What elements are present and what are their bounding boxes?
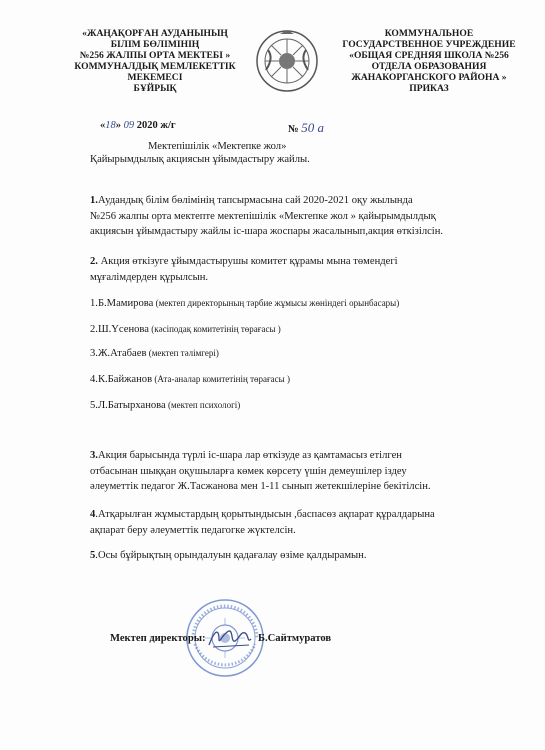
header-russian	[326, 28, 532, 94]
header-russian-line: ЖАНАКОРГАНСКОГО РАЙОНА »	[351, 72, 507, 83]
committee-member-role: (мектеп психологі)	[165, 400, 241, 410]
committee-member-role: (Ата-аналар комитетінің төрағасы )	[152, 374, 290, 384]
date-month: 09	[123, 120, 135, 131]
paragraph-line	[90, 507, 530, 523]
handwritten-signature-icon	[205, 625, 255, 651]
date-quote: »	[115, 120, 121, 131]
committee-member-name: 3.Ж.Атабаев	[90, 348, 147, 359]
committee-member	[90, 323, 510, 336]
header-russian-line: ОТДЕЛА ОБРАЗОВАНИЯ	[371, 61, 487, 72]
paragraph-line	[90, 193, 530, 209]
paragraph-number: 1.	[90, 195, 98, 206]
committee-member-role: (мектеп тәлімгері)	[146, 348, 219, 358]
header-kazakh-line: МЕКЕМЕСІ	[127, 72, 183, 83]
paragraph-line: отбасынан шыққан оқушыларға көмек көрсету үшін демеушілер іздеу	[90, 465, 407, 477]
header-kazakh	[60, 28, 250, 94]
paragraph-3	[90, 448, 530, 495]
order-dateline	[100, 120, 480, 134]
order-date	[100, 120, 176, 131]
paragraph-number: 5	[90, 550, 96, 561]
order-subject	[90, 140, 510, 166]
committee-member-name: 1.Б.Мамирова	[90, 298, 154, 309]
header-russian-line: КОММУНАЛЬНОЕ	[384, 28, 474, 39]
paragraph-line	[90, 548, 530, 564]
committee-member	[90, 347, 510, 360]
header-kazakh-line: КОММУНАЛДЫҚ МЕМЛЕКЕТТІК	[74, 61, 236, 72]
paragraph-text: Акция өткізуге ұйымдастырушы комитет құрамы мына төмендегі	[97, 256, 398, 267]
paragraph-line: мұғалімдерден құрылсын.	[90, 271, 209, 283]
committee-member	[90, 399, 510, 412]
paragraph-line: №256 жалпы орта мектепте мектепішілік «Мектепке жол » қайырымдылдық	[90, 210, 436, 222]
committee-member-role: (мектеп директорының тәрбие жұмысы жөніндегі орынбасары)	[153, 298, 400, 308]
paragraph-line: әлеуметтік педагог Ж.Тасжанова мен 1-11 сынып жетекшілеріне бекітілсін.	[90, 481, 431, 492]
committee-member-name: 4.К.Байжанов	[90, 374, 153, 385]
paragraph-2	[90, 254, 530, 285]
date-year: 2020 ж/г	[136, 120, 176, 131]
paragraph-number: 4	[90, 509, 96, 520]
paragraph-line	[90, 448, 530, 464]
director-name: Б.Сайтмуратов	[258, 633, 332, 644]
order-number	[288, 120, 324, 136]
committee-member-name: 5.Л.Батырханова	[90, 400, 166, 411]
paragraph-number: 2.	[90, 256, 98, 267]
committee-member-name: 2.Ш.Үсенова	[90, 324, 149, 335]
header-russian-line: «ОБЩАЯ СРЕДНЯЯ ШКОЛА №256	[349, 50, 509, 61]
order-number-label: №	[288, 124, 299, 135]
paragraph-text: .Осы бұйрықтың орындалуын қадағалау өзіме қалдырамын.	[95, 550, 367, 561]
header-russian-line: ПРИКАЗ	[409, 83, 449, 94]
state-emblem-icon	[254, 28, 320, 94]
paragraph-line	[90, 254, 530, 270]
header-kazakh-line: БҰЙРЫҚ	[133, 83, 177, 94]
paragraph-1	[90, 193, 530, 240]
header-kazakh-line: БІЛІМ БӨЛІМІНІҢ	[110, 39, 200, 50]
paragraph-text: .Атқарылған жұмыстардың қорытындысын ,баспасөз ақпарат құралдарына	[95, 509, 435, 520]
subject-line: Қайырымдылық акциясын ұйымдастыру жайлы.	[90, 154, 310, 165]
paragraph-line: акциясын ұйымдастыру жайлы іс-шара жоспары жасалынып,акция өткізілсін.	[90, 226, 444, 237]
paragraph-number: 3.	[90, 450, 98, 461]
paragraph-4	[90, 507, 530, 538]
header-kazakh-line: «ЖАҢАҚОРҒАН АУДАНЫНЫҢ	[82, 28, 228, 39]
header-kazakh-line: №256 ЖАЛПЫ ОРТА МЕКТЕБІ »	[79, 50, 231, 61]
date-day: 18	[105, 120, 116, 131]
date-quote: «	[100, 120, 106, 131]
committee-member-role: (кәсіподақ комитетінің төрағасы )	[149, 324, 281, 334]
paragraph-5	[90, 548, 530, 564]
subject-line: Мектепішілік «Мектепке жол»	[148, 141, 287, 152]
order-number-value: 50 а	[301, 120, 324, 135]
paragraph-text: Аудандық білім бөлімінің тапсырмасына сай 2020-2021 оқу жылында	[97, 195, 413, 206]
signature-block	[110, 633, 430, 649]
paragraph-line: ақпарат беру әлеуметтік педагогке жүктелсін.	[90, 524, 296, 536]
committee-member	[90, 373, 510, 386]
paragraph-text: Акция барысында түрлі іс-шара лар өткізуде аз қамтамасыз етілген	[97, 450, 402, 461]
director-label: Мектеп директоры:	[110, 633, 206, 644]
committee-member	[90, 297, 510, 310]
header-russian-line: ГОСУДАРСТВЕННОЕ УЧРЕЖДЕНИЕ	[342, 39, 516, 50]
